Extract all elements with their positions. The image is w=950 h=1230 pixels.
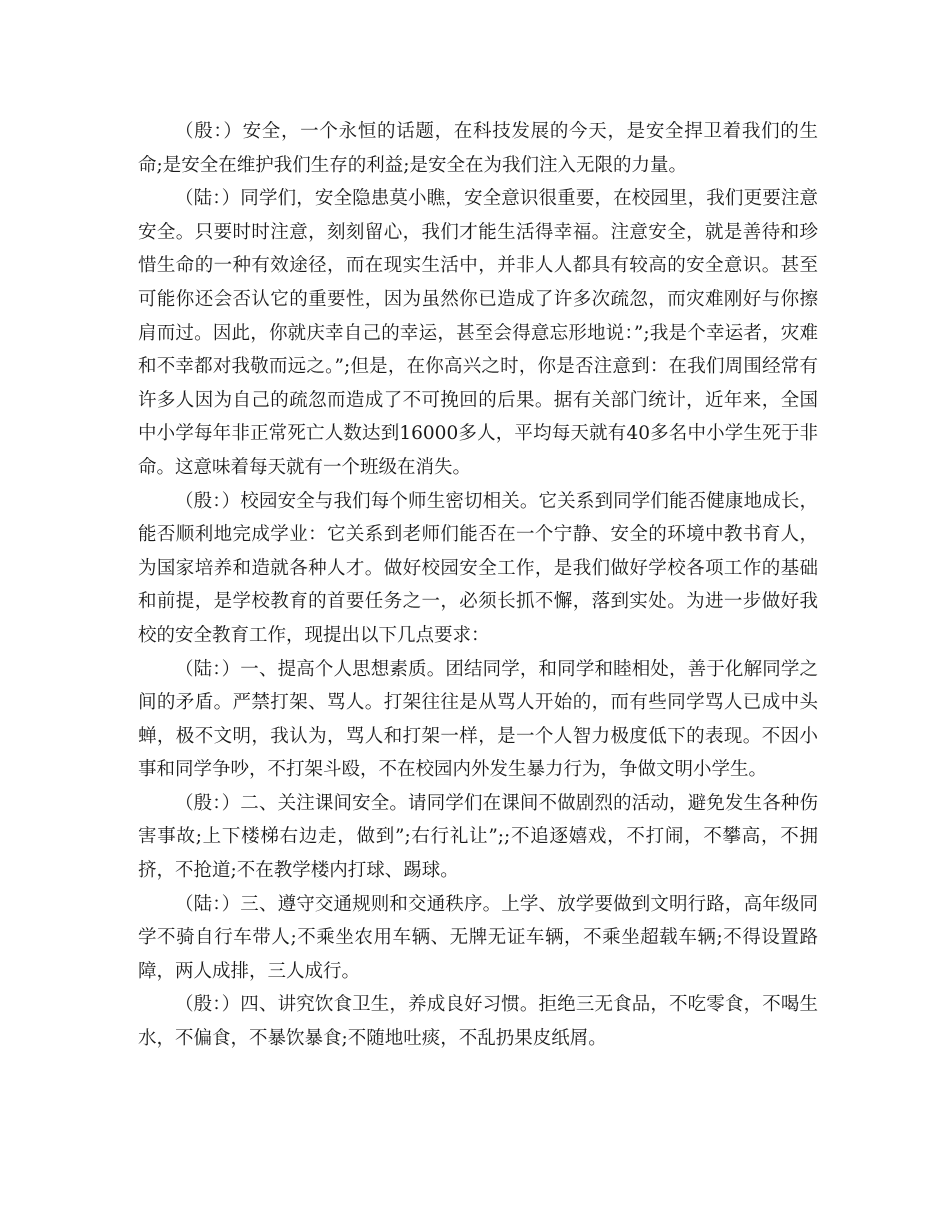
paragraph-intro-yin: （殷：）安全，一个永恒的话题，在科技发展的今天，是安全捍卫着我们的生命;是安全在维护我们生存的利益;是安全在为我们注入无限的力量。 (138, 121, 818, 176)
document-body (138, 115, 818, 1056)
paragraph-campus-safety-yin: （殷：）校园安全与我们每个师生密切相关。它关系到同学们能否健康地成长，能否顺利地完成学业：它关系到老师们能否在一个宁静、安全的环境中教书育人，为国家培养和造就各种人才。做好校园安全工作，是我们做好学校各项工作的基础和前提，是学校教育的首要任务之一，必须长抓不懈，落到实处。为进一步做好我校的安全教育工作，现提出以下几点要求： (138, 490, 818, 646)
paragraph-requirement-1-lu: （陆：）一、提高个人思想素质。团结同学，和同学和睦相处，善于化解同学之间的矛盾。严禁打架、骂人。打架往往是从骂人开始的，而有些同学骂人已成中头蝉，极不文明，我认为，骂人和打架一样，是一个人智力极度低下的表现。不因小事和同学争吵，不打架斗殴，不在校园内外发生暴力行为，争做文明小学生。 (138, 658, 818, 781)
paragraph-requirement-4-yin: （殷：）四、讲究饮食卫生，养成良好习惯。拒绝三无食品，不吃零食，不喝生水，不偏食，不暴饮暴食;不随地吐痰，不乱扔果皮纸屑。 (138, 994, 818, 1050)
paragraph-safety-awareness-lu: （陆：）同学们，安全隐患莫小瞧，安全意识很重要，在校园里，我们更要注意安全。只要时时注意，刻刻留心，我们才能生活得幸福。注意安全，就是善待和珍惜生命的一种有效途径，而在现实生活中，并非人人都具有较高的安全意识。甚至可能你还会否认它的重要性，因为虽然你已造成了许多次疏忽，而灾难刚好与你擦肩而过。因此，你就庆幸自己的幸运，甚至会得意忘形地说：”;我是个幸运者，灾难和不幸都对我敬而远之。”;但是，在你高兴之时，你是否注意到：在我们周围经常有许多人因为自己的疏忽而造成了不可挽回的后果。据有关部门统计，近年来，全国中小学每年非正常死亡人数达到16000多人，平均每天就有40多名中小学生死于非命。这意味着每天就有一个班级在消失。 (138, 188, 818, 478)
paragraph-requirement-3-lu: （陆：）三、遵守交通规则和交通秩序。上学、放学要做到文明行路，高年级同学不骑自行车带人;不乘坐农用车辆、无牌无证车辆，不乘坐超载车辆;不得设置路障，两人成排，三人成行。 (138, 893, 818, 982)
paragraph-requirement-2-yin: （殷：）二、关注课间安全。请同学们在课间不做剧烈的活动，避免发生各种伤害事故;上下楼梯右边走，做到”;右行礼让”;;不追逐嬉戏，不打闹，不攀高，不拥挤，不抢道;不在教学楼内打球、踢球。 (138, 792, 818, 882)
